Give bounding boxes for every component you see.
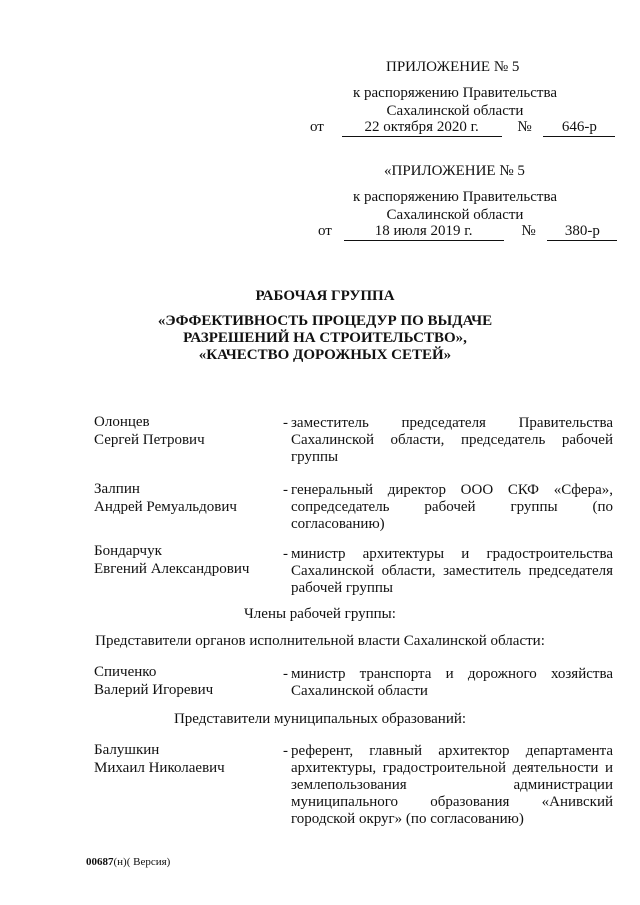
member-description-line: Сахалинской области	[291, 683, 428, 699]
member-given-name: Андрей Ремуальдович	[94, 499, 237, 515]
member-surname: Залпин	[94, 481, 140, 497]
working-group-heading: РАБОЧАЯ ГРУППА	[255, 288, 395, 304]
member-dash: -	[283, 546, 288, 562]
member-given-name: Сергей Петрович	[94, 432, 205, 448]
member-description-line: референт, главный архитектор департамента	[291, 743, 613, 759]
member-name	[94, 413, 284, 449]
appendix-2-line2: Сахалинской области	[386, 207, 524, 223]
municipal-section-title: Представители муниципальных образований:	[173, 711, 467, 727]
appendix-2-num-label: №	[521, 223, 536, 239]
footer-suffix: (н)( Версия)	[113, 856, 171, 868]
member-description-line: группы	[291, 449, 339, 465]
member-description-line: архитектуры, градостроительной деятельности и	[291, 760, 613, 776]
member-surname: Олонцев	[94, 414, 150, 430]
member-dash: -	[283, 666, 288, 682]
member-description	[291, 743, 613, 828]
member-name	[94, 663, 284, 699]
member-surname: Спиченко	[94, 664, 157, 680]
working-group-name-line2: РАЗРЕШЕНИЙ НА СТРОИТЕЛЬСТВО»,	[183, 330, 467, 346]
member-description-line: Сахалинской области, заместитель председателя	[291, 563, 613, 579]
member-description-line: сопредседатель рабочей группы (по	[291, 499, 613, 515]
appendix-2-date-row	[318, 222, 617, 241]
working-group-name-line3: «КАЧЕСТВО ДОРОЖНЫХ СЕТЕЙ»	[198, 347, 452, 363]
member-description-line: землепользования администрации	[291, 777, 613, 793]
member-description-line: муниципального образования «Анивский	[291, 794, 613, 810]
member-given-name: Валерий Игоревич	[94, 682, 214, 698]
member-surname: Балушкин	[94, 742, 160, 758]
appendix-1-line2: Сахалинской области	[386, 103, 524, 119]
appendix-2-number: 380-р	[547, 222, 617, 241]
member-description-line: заместитель председателя Правительства	[291, 415, 613, 431]
working-group-name-line1: «ЭФФЕКТИВНОСТЬ ПРОЦЕДУР ПО ВЫДАЧЕ	[157, 313, 493, 329]
document-footer	[86, 856, 170, 868]
member-name	[94, 542, 284, 578]
member-dash: -	[283, 743, 288, 759]
member-description-line: генеральный директор ООО СКФ «Сфера»,	[291, 482, 613, 498]
appendix-2-line1: к распоряжению Правительства	[352, 189, 557, 205]
members-section-title: Члены рабочей группы:	[244, 606, 396, 622]
member-dash: -	[283, 482, 288, 498]
member-surname: Бондарчук	[94, 543, 162, 559]
appendix-1-from-label: от	[310, 119, 324, 135]
appendix-1-title: ПРИЛОЖЕНИЕ № 5	[386, 59, 520, 75]
appendix-2-from-label: от	[318, 223, 332, 239]
member-description-line: министр транспорта и дорожного хозяйства	[291, 666, 613, 682]
appendix-1-line1: к распоряжению Правительства	[352, 85, 557, 101]
footer-code: 00687	[86, 856, 114, 868]
member-name	[94, 480, 284, 516]
appendix-1-num-label: №	[517, 119, 532, 135]
member-description-line: рабочей группы	[291, 580, 393, 596]
member-dash: -	[283, 415, 288, 431]
appendix-1-number: 646-р	[543, 118, 615, 137]
executive-section-title: Представители органов исполнительной власти Сахалинской области:	[95, 633, 545, 649]
appendix-1-date: 22 октября 2020 г.	[342, 118, 502, 137]
member-description	[291, 415, 613, 466]
member-description	[291, 546, 613, 597]
appendix-2-title: «ПРИЛОЖЕНИЕ № 5	[384, 163, 525, 179]
appendix-1-date-row	[310, 118, 615, 137]
member-description-line: Сахалинской области, председатель рабочей	[291, 432, 613, 448]
member-given-name: Михаил Николаевич	[94, 760, 225, 776]
member-given-name: Евгений Александрович	[94, 561, 250, 577]
member-name	[94, 741, 284, 777]
member-description	[291, 482, 613, 533]
member-description-line: городской округ» (по согласованию)	[291, 811, 524, 827]
appendix-2-date: 18 июля 2019 г.	[344, 222, 504, 241]
member-description-line: министр архитектуры и градостроительства	[291, 546, 613, 562]
member-description-line: согласованию)	[291, 516, 385, 532]
member-description	[291, 666, 613, 700]
